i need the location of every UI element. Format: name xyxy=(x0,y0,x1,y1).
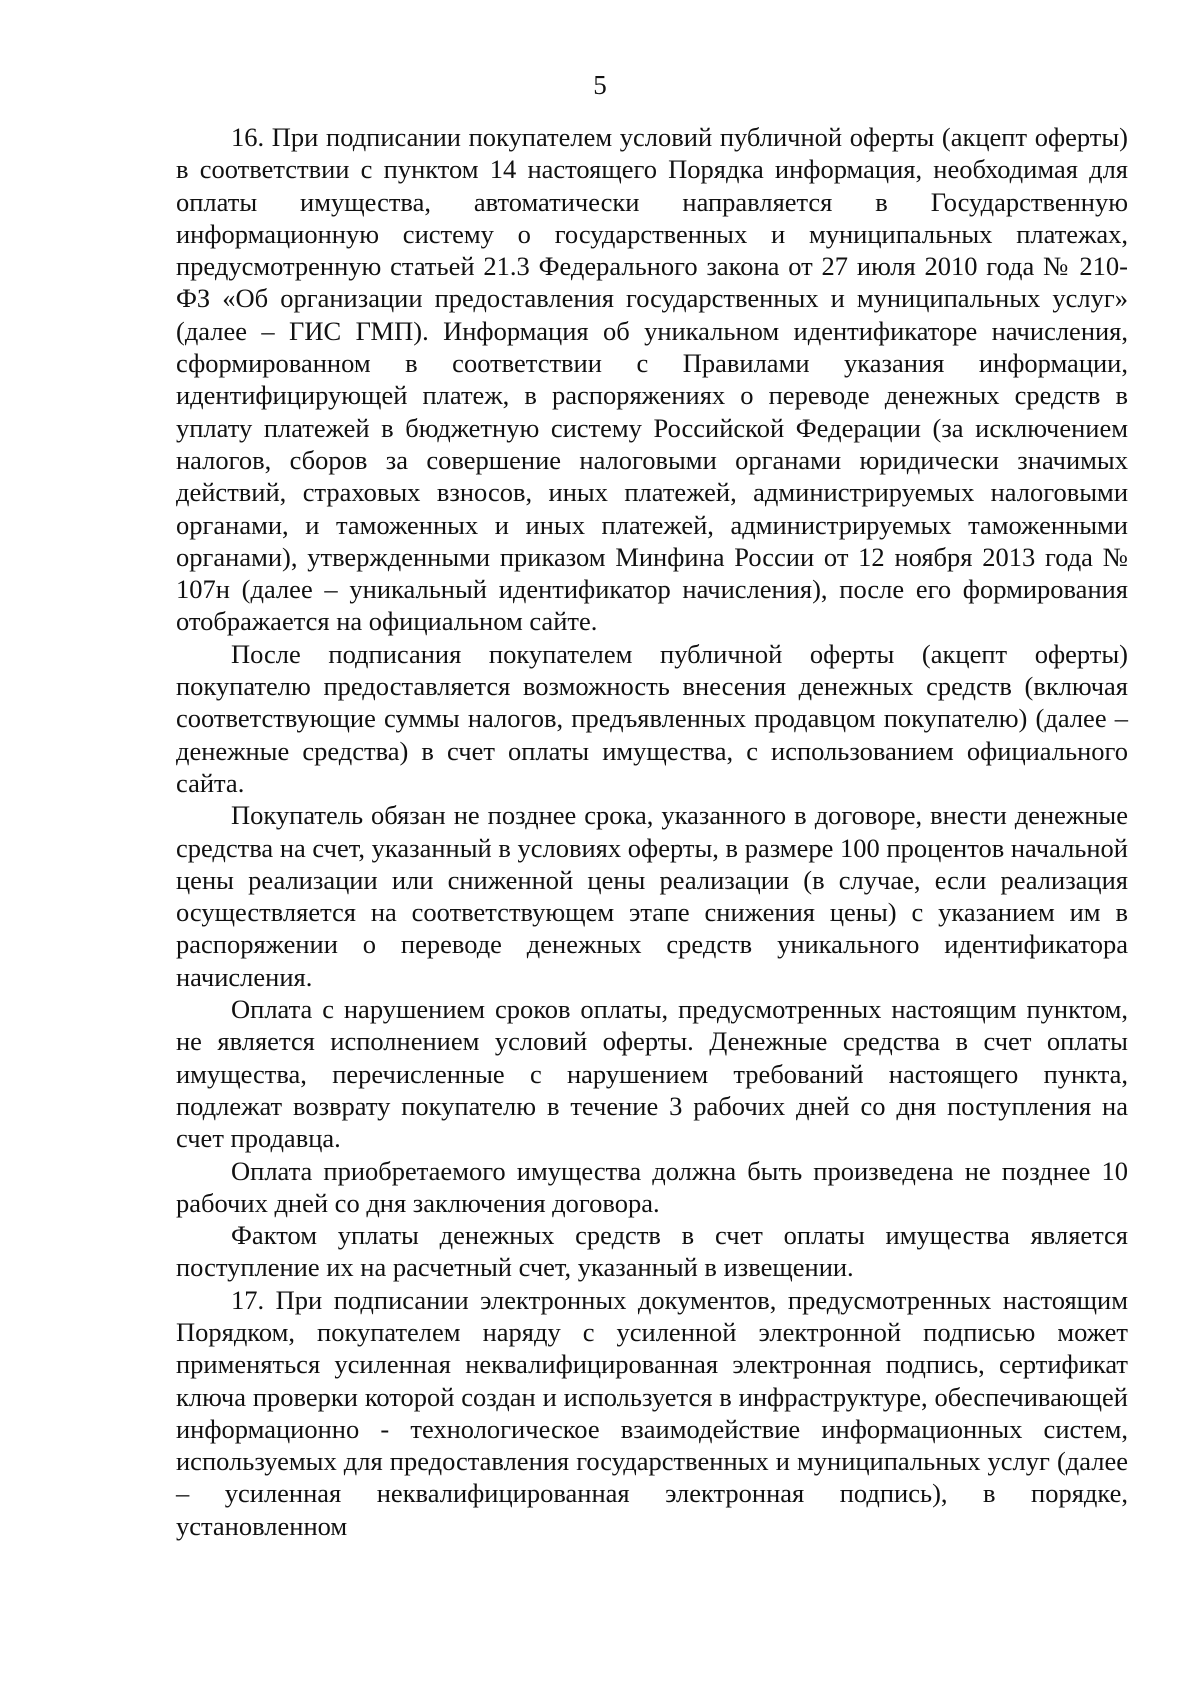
paragraph-payment-deadline: Оплата приобретаемого имущества должна быть произведена не позднее 10 рабочих дней со дня заключения договора. xyxy=(176,1155,1128,1218)
paragraph-late-payment: Оплата с нарушением сроков оплаты, предусмотренных настоящим пунктом, не является исполнением условий оферты. Денежные средства в счет оплаты имущества, перечисленные с нарушением требований настоящего пункта, подлежат возврату покупателю в течение 3 рабочих дней со дня поступления на счет продавца. xyxy=(176,994,1128,1154)
paragraph-17: 17. При подписании электронных документов, предусмотренных настоящим Порядком, покупателем наряду с усиленной электронной подписью может применяться усиленная неквалифицированная электронная подпись, сертификат ключа проверки которой создан и используется в инфраструктуре, обеспечивающей информационно - технологическое взаимодействие информационных систем, используемых для предоставления государственных и муниципальных услуг (далее – усиленная неквалифицированная электронная подпись), в порядке, установленном xyxy=(176,1284,1128,1541)
document-body xyxy=(176,121,1128,1542)
paragraph-16: 16. При подписании покупателем условий публичной оферты (акцепт оферты) в соответствии с пунктом 14 настоящего Порядка информация, необходимая для оплаты имущества, автоматически направляется в Государственную информационную систему о государственных и муниципальных платежах, предусмотренную статьей 21.3 Федерального закона от 27 июля 2010 года № 210-ФЗ «Об организации предоставления государственных и муниципальных услуг» (далее – ГИС ГМП). Информация об уникальном идентификаторе начисления, сформированном в соответствии с Правилами указания информации, идентифицирующей платеж, в распоряжениях о переводе денежных средств в уплату платежей в бюджетную систему Российской Федерации (за исключением налогов, сборов за совершение налоговыми органами юридически значимых действий, страховых взносов, иных платежей, администрируемых налоговыми органами, и таможенных и иных платежей, администрируемых таможенными органами), утвержденными приказом Минфина России от 12 ноября 2013 года № 107н (далее – уникальный идентификатор начисления), после его формирования отображается на официальном сайте. xyxy=(176,122,1128,637)
paragraph-payment-fact: Фактом уплаты денежных средств в счет оплаты имущества является поступление их на расчетный счет, указанный в извещении. xyxy=(176,1220,1128,1283)
page-number: 5 xyxy=(593,70,607,100)
paragraph-offer-acceptance: После подписания покупателем публичной оферты (акцепт оферты) покупателю предоставляется возможность внесения денежных средств (включая соответствующие суммы налогов, предъявленных продавцом покупателю) (далее – денежные средства) в счет оплаты имущества, с использованием официального сайта. xyxy=(176,638,1128,798)
paragraph-buyer-obligation: Покупатель обязан не позднее срока, указанного в договоре, внести денежные средства на счет, указанный в условиях оферты, в размере 100 процентов начальной цены реализации или сниженной цены реализации (в случае, если реализация осуществляется на соответствующем этапе снижения цены) с указанием им в распоряжении о переводе денежных средств уникального идентификатора начисления. xyxy=(176,800,1128,992)
